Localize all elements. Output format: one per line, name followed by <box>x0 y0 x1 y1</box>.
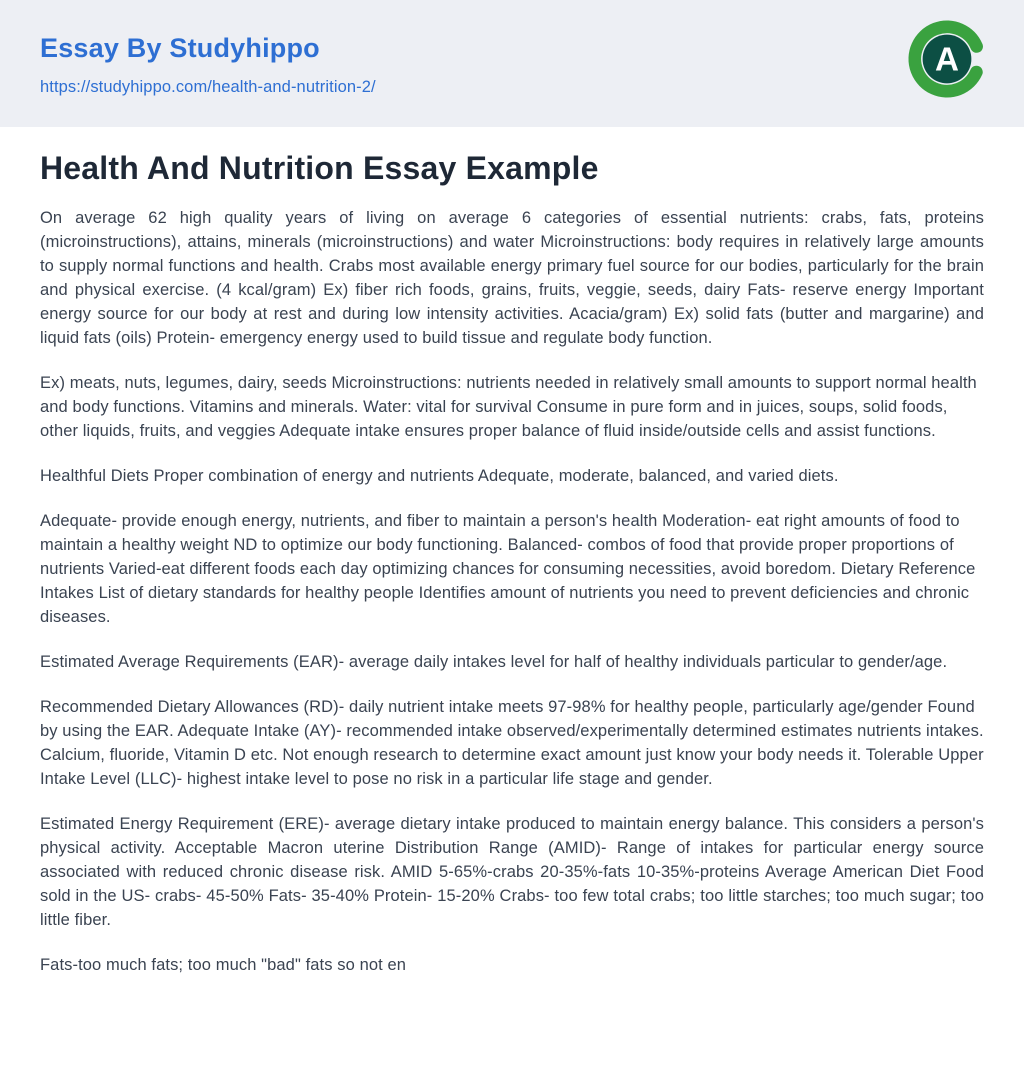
essay-paragraph: Fats-too much fats; too much "bad" fats so not en <box>40 956 407 974</box>
essay-paragraph: Estimated Energy Requirement (ERE)- average dietary intake produced to maintain energy balance. This considers a person's physical activity. Acceptable Macron uterine Distribution Range (AMID)- Range of intakes for particular energy source associated with reduced chronic disease risk. AMID 5-65%-crabs 20-35%-fats 10-35%-proteins Average American Diet Food sold in the US- crabs- 45-50% Fats- 35-40% Protein- 15-20% Crabs- too few total crabs; too little starches; too much sugar; too little fiber. <box>40 815 984 929</box>
essay-paragraph: Adequate- provide enough energy, nutrients, and fiber to maintain a person's health Moderation- eat right amounts of food to maintain a healthy weight ND to optimize our body functioning. Balanced- combos of food that provide proper proportions of nutrients Varied-eat different foods each day optimizing chances for consuming necessities, avoid boredom. Dietary Reference Intakes List of dietary standards for healthy people Identifies amount of nutrients you need to prevent deficiencies and chronic diseases. <box>40 512 976 626</box>
studyhippo-logo-icon <box>908 20 986 98</box>
logo-letter: A <box>935 41 959 79</box>
essay-paragraph: On average 62 high quality years of living on average 6 categories of essential nutrients: crabs, fats, proteins (microinstructions), attains, minerals (microinstructions) and water Microinstructions: body requires in relatively large amounts to supply normal functions and health. Crabs most available energy primary fuel source for our bodies, particularly for the brain and physical exercise. (4 kcal/gram) Ex) fiber rich foods, grains, fruits, veggie, seeds, dairy Fats- reserve energy Important energy source for our body at rest and during low intensity activities. Acacia/gram) Ex) solid fats (butter and margarine) and liquid fats (oils) Protein- emergency energy used to build tissue and regulate body function. <box>40 209 984 347</box>
essay-content <box>0 150 1024 977</box>
header-text-block <box>40 20 376 97</box>
studyhippo-logo <box>908 20 986 98</box>
essay-paragraph: Estimated Average Requirements (EAR)- average daily intakes level for half of healthy individuals particular to gender/age. <box>40 653 948 671</box>
source-url-link[interactable]: https://studyhippo.com/health-and-nutrition-2/ <box>40 77 376 96</box>
site-header <box>0 0 1024 127</box>
essay-title: Health And Nutrition Essay Example <box>40 150 599 186</box>
essay-paragraph: Healthful Diets Proper combination of energy and nutrients Adequate, moderate, balanced, and varied diets. <box>40 467 839 485</box>
site-title: Essay By Studyhippo <box>40 33 320 63</box>
essay-paragraph: Ex) meats, nuts, legumes, dairy, seeds Microinstructions: nutrients needed in relatively small amounts to support normal health and body functions. Vitamins and minerals. Water: vital for survival Consume in pure form and in juices, soups, solid foods, other liquids, fruits, and veggies Adequate intake ensures proper balance of fluid inside/outside cells and assist functions. <box>40 374 977 440</box>
essay-paragraph: Recommended Dietary Allowances (RD)- daily nutrient intake meets 97-98% for healthy people, particularly age/gender Found by using the EAR. Adequate Intake (AY)- recommended intake observed/experimentally determined estimates nutrients intakes. Calcium, fluoride, Vitamin D etc. Not enough research to determine exact amount just know your body needs it. Tolerable Upper Intake Level (LLC)- highest intake level to pose no risk in a particular life stage and gender. <box>40 698 984 788</box>
